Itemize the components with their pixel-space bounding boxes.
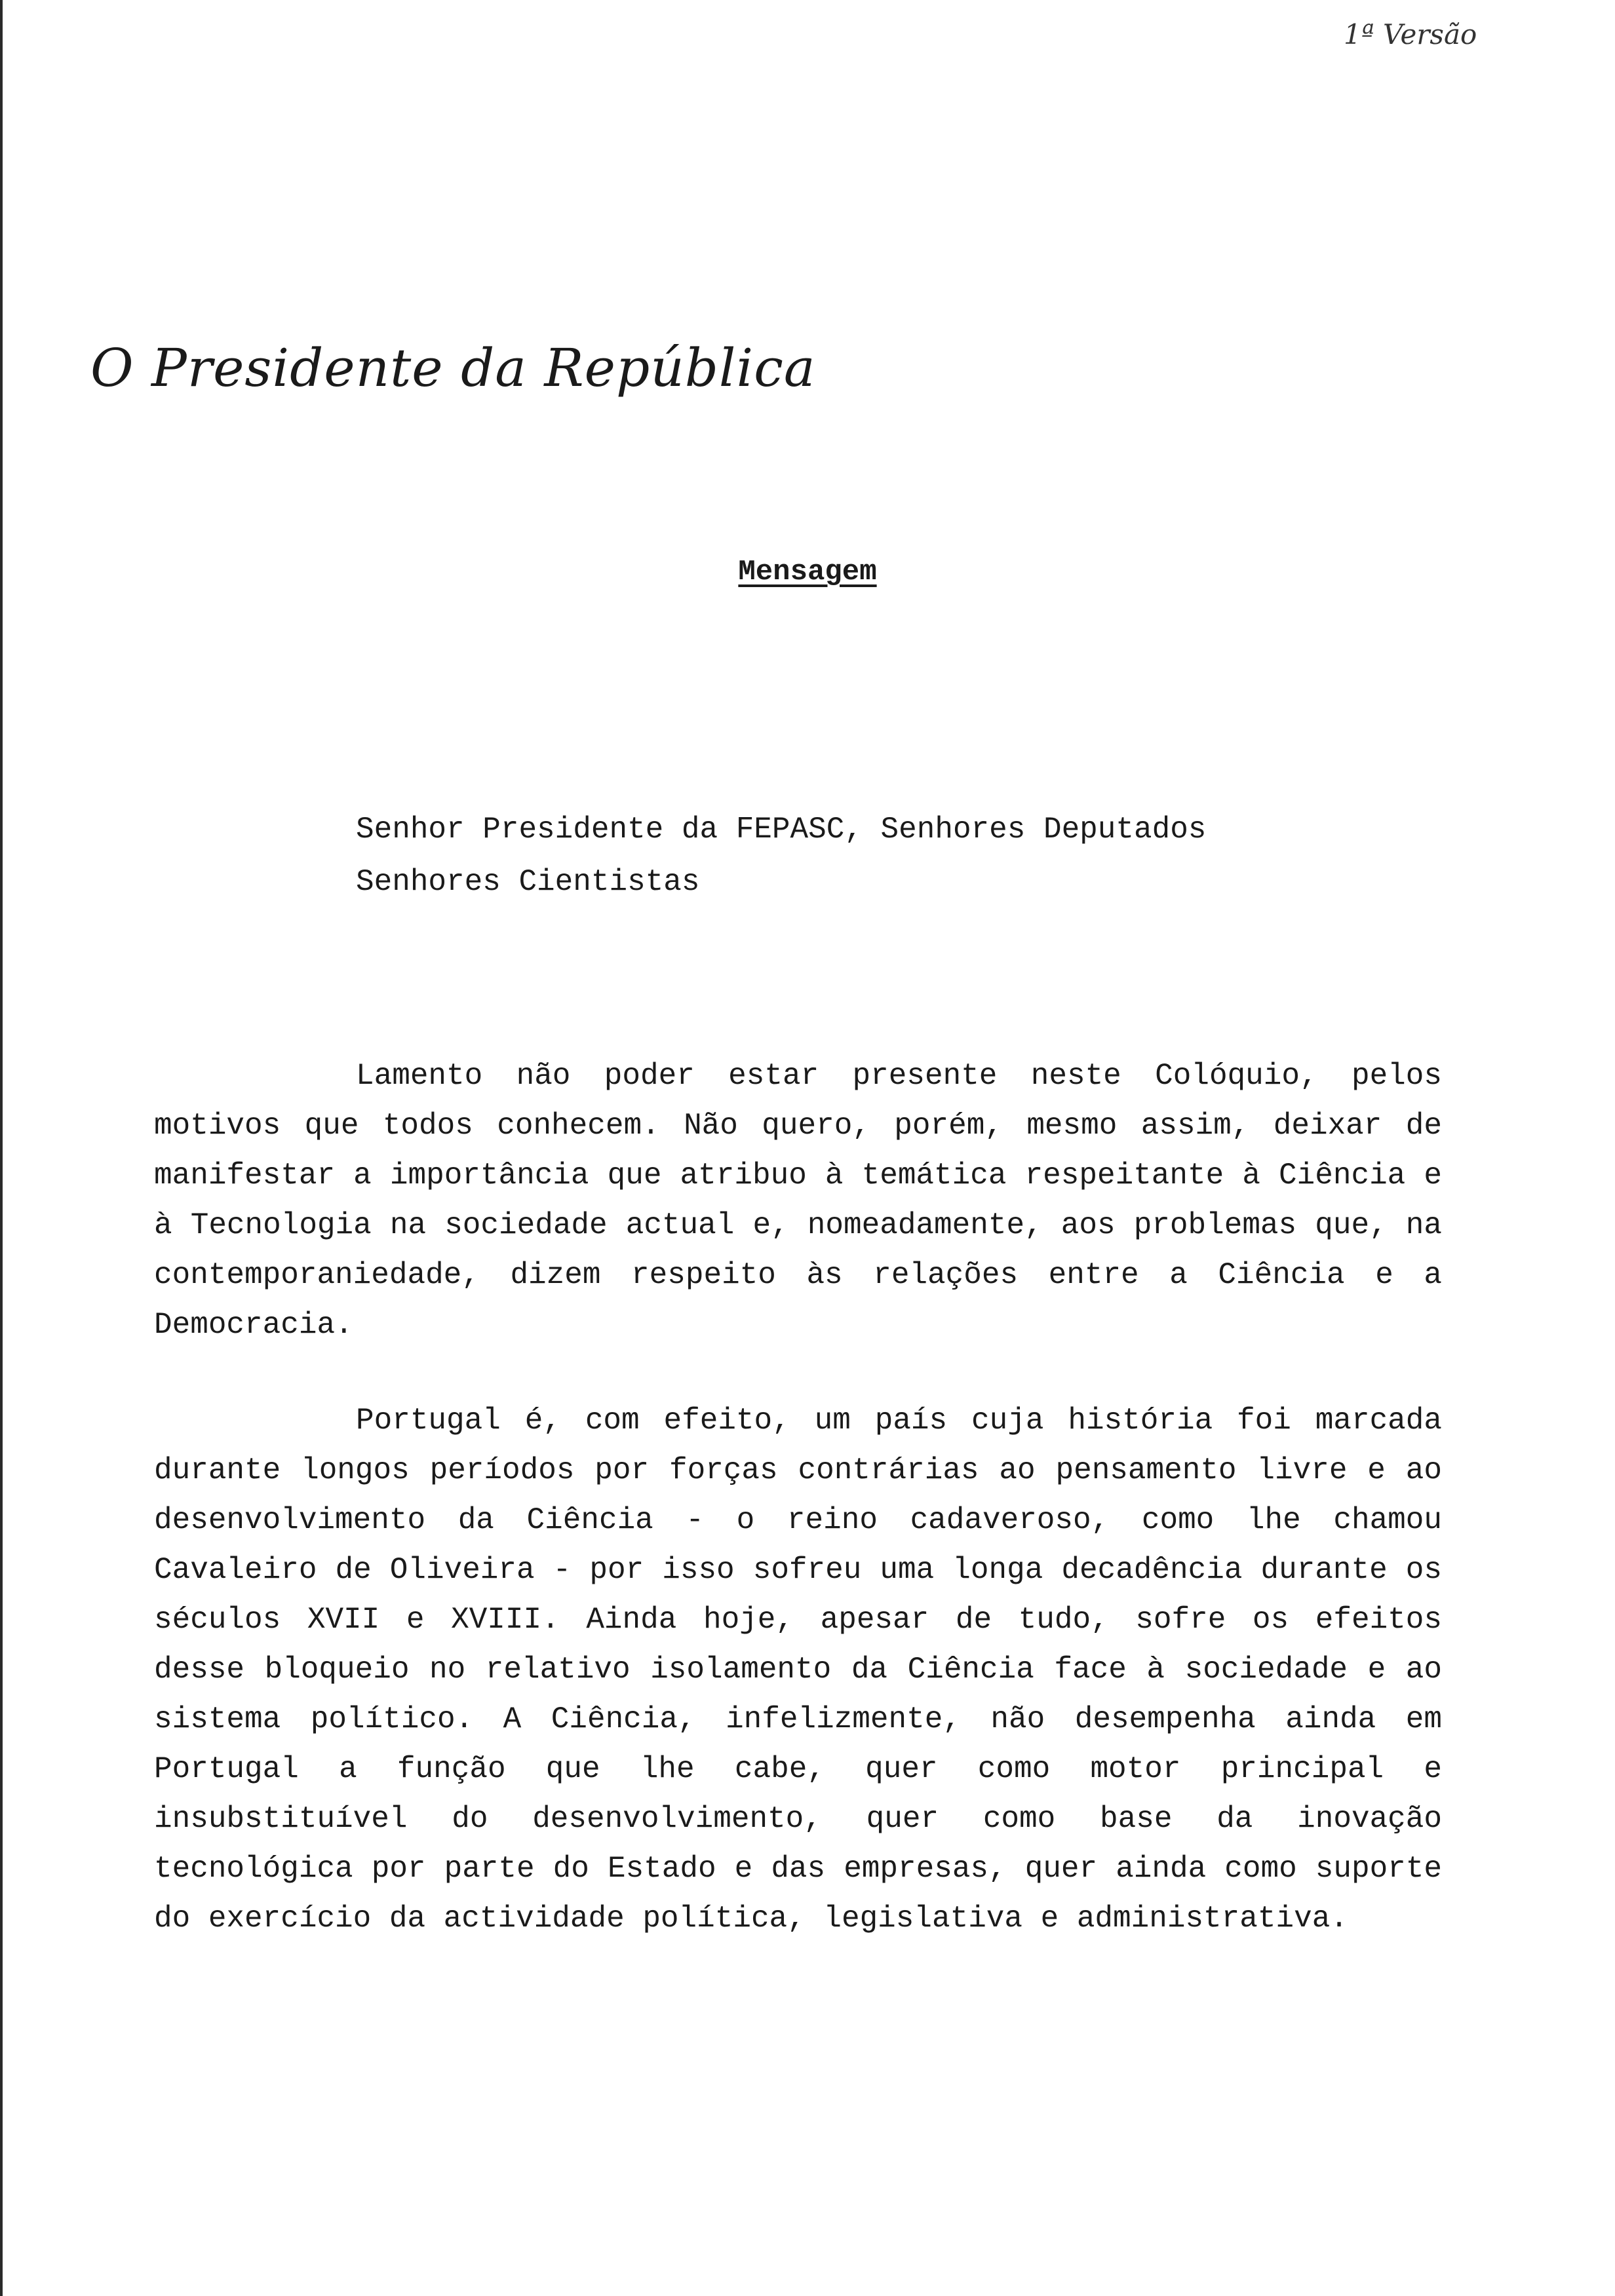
salutation xyxy=(356,803,1206,908)
paragraph: Portugal é, com efeito, um país cuja história foi marcada durante longos períodos por forças contrárias ao pensamento livre e ao desenvolvimento da Ciência - o reino cadaveroso, como lhe chamou Cavaleiro de Oliveira - por isso sofreu uma longa decadência durante os séculos XVII e XVIII. Ainda hoje, apesar de tudo, sofre os efeitos desse bloqueio no relativo isolamento da Ciência face à sociedade e ao sistema político. A Ciência, infelizmente, não desempenha ainda em Portugal a função que lhe cabe, quer como motor principal e insubstituível do desenvolvimento, quer como base da inovação tecnológica por parte do Estado e das empresas, quer ainda como suporte do exercício da actividade política, legislativa e administrativa. xyxy=(154,1404,1442,1936)
handwritten-annotation: 1ª Versão xyxy=(1344,18,1477,50)
page-title: Mensagem xyxy=(738,556,877,588)
letterhead: O Presidente da República xyxy=(90,337,816,398)
paragraph: Lamento não poder estar presente neste Colóquio, pelos motivos que todos conhecem. Não quero, porém, mesmo assim, deixar de manifestar a importância que atribuo à temática respeitante à Ciência e à Tecnologia na sociedade actual e, nomeadamente, aos problemas que, na contemporaniedade, dizem respeito às relações entre a Ciência e a Democracia. xyxy=(154,1059,1442,1342)
salutation-line: Senhor Presidente da FEPASC, Senhores Deputados xyxy=(356,813,1207,847)
salutation-line: Senhores Cientistas xyxy=(356,865,700,899)
page-edge xyxy=(0,0,3,2296)
